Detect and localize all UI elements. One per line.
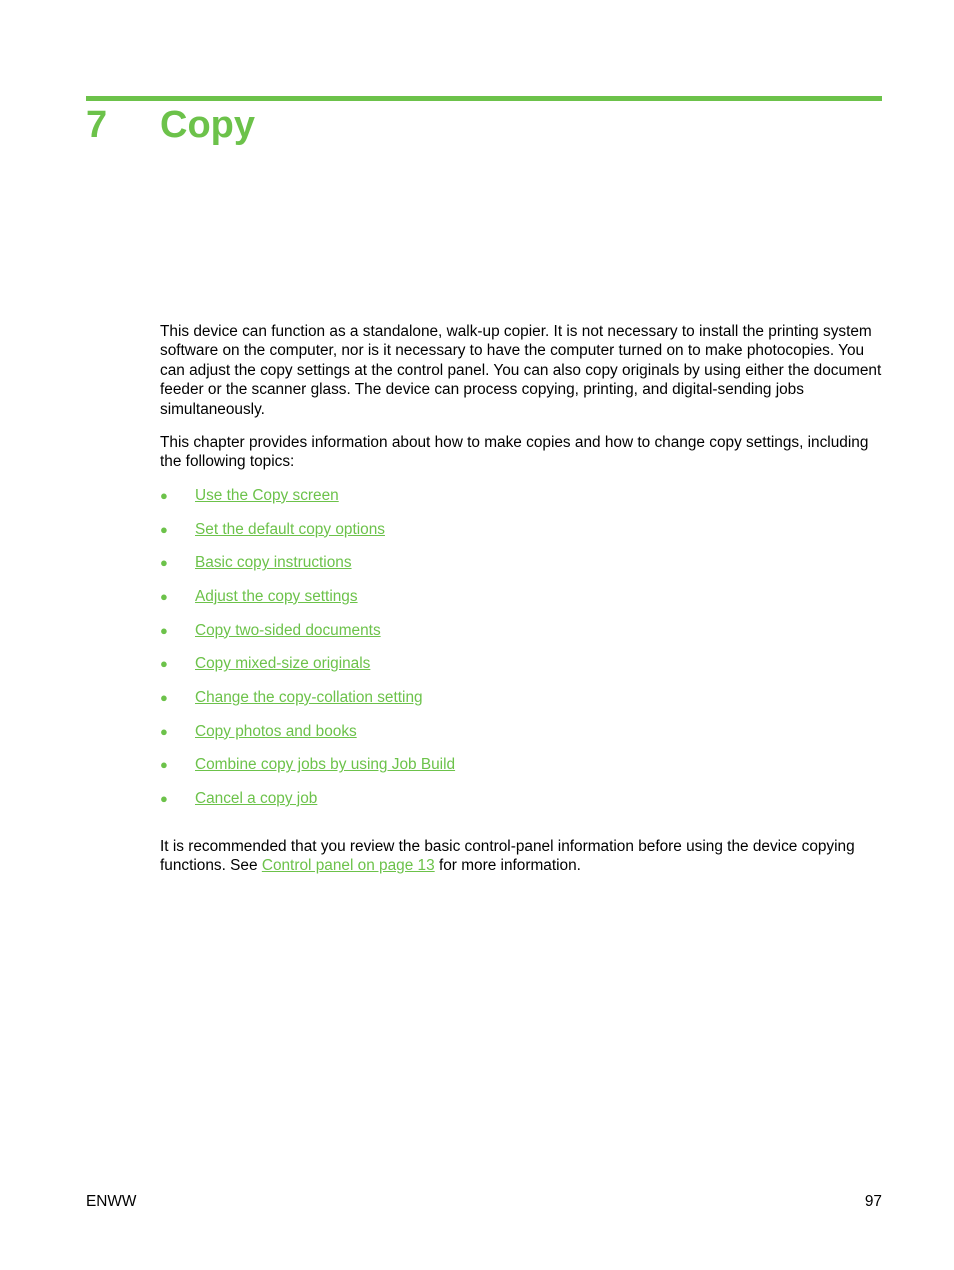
topic-list xyxy=(160,486,884,823)
chapter-rule xyxy=(86,96,882,101)
bullet-icon: ● xyxy=(160,757,168,773)
control-panel-link[interactable]: Control panel on page 13 xyxy=(261,857,435,875)
chapter-number: 7 xyxy=(86,104,108,146)
bullet-icon: ● xyxy=(160,656,168,672)
list-item xyxy=(160,654,884,688)
topic-link-default-copy-options[interactable]: Set the default copy options xyxy=(195,520,385,538)
topic-link-photos-and-books[interactable]: Copy photos and books xyxy=(195,722,357,740)
topic-link-cancel-copy-job[interactable]: Cancel a copy job xyxy=(195,790,318,808)
list-item xyxy=(160,688,884,722)
topic-link-copy-collation[interactable]: Change the copy-collation setting xyxy=(195,688,423,706)
page-number: 97 xyxy=(864,1193,882,1210)
topic-link-job-build[interactable]: Combine copy jobs by using Job Build xyxy=(195,756,456,774)
intro-paragraph: This device can function as a standalone, walk-up copier. It is not necessary to install the printing system software on the computer, nor is it necessary to have the computer turned on to make photocopies. You can adjust the copy settings at the control panel. You can also copy originals by using either the document feeder or the scanner glass. The device can process copying, printing, and digital-sending jobs simultaneously. xyxy=(160,323,882,418)
list-item xyxy=(160,486,884,520)
topic-link-adjust-copy-settings[interactable]: Adjust the copy settings xyxy=(195,587,358,605)
bullet-icon: ● xyxy=(160,555,168,571)
bullet-icon: ● xyxy=(160,588,168,604)
topic-link-mixed-size-originals[interactable]: Copy mixed-size originals xyxy=(195,655,371,673)
topic-link-two-sided-documents[interactable]: Copy two-sided documents xyxy=(195,621,381,639)
chapter-title: Copy xyxy=(160,104,255,146)
bullet-icon: ● xyxy=(160,521,168,537)
list-item xyxy=(160,587,884,621)
topics-lead-paragraph: This chapter provides information about how to make copies and how to change copy settings, including the following topics: xyxy=(160,434,869,471)
list-item xyxy=(160,621,884,655)
list-item xyxy=(160,553,884,587)
chapter-content xyxy=(160,322,884,890)
closing-paragraph xyxy=(160,837,884,876)
list-item xyxy=(160,789,884,823)
list-item xyxy=(160,520,884,554)
bullet-icon: ● xyxy=(160,689,168,705)
list-item xyxy=(160,722,884,756)
bullet-icon: ● xyxy=(160,791,168,807)
closing-text-before: It is recommended that you review the basic control-panel information before using the device copying functions. See xyxy=(160,837,855,875)
list-item xyxy=(160,755,884,789)
footer-label: ENWW xyxy=(86,1193,137,1210)
bullet-icon: ● xyxy=(160,723,168,739)
bullet-icon: ● xyxy=(160,622,168,638)
topic-link-basic-copy-instructions[interactable]: Basic copy instructions xyxy=(195,554,352,572)
bullet-icon: ● xyxy=(160,487,168,503)
closing-text-after: for more information. xyxy=(434,857,581,875)
topic-link-use-copy-screen[interactable]: Use the Copy screen xyxy=(195,486,339,504)
